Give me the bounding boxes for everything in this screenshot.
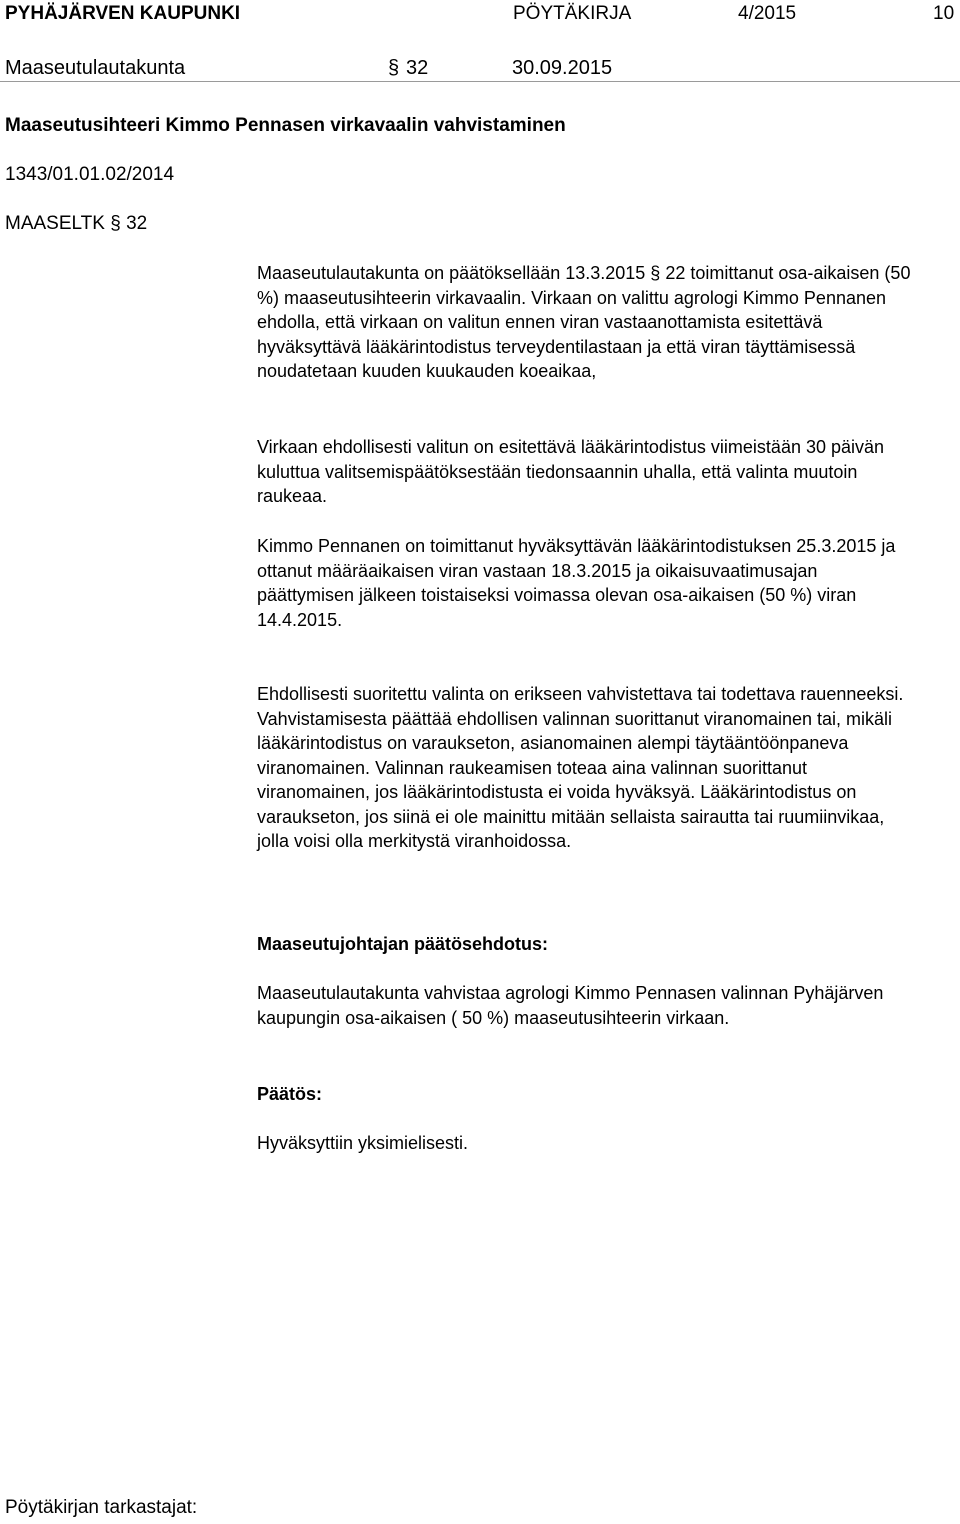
- paragraph-text: Maaseutulautakunta on päätöksellään 13.3.2015 § 22 toimittanut osa-aikaisen (50 %) maaseutusihteerin virkavaalin. Virkaan on valittu agrologi Kimmo Pennanen ehdolla, että virkaan on valitun ennen viran vastaanottamista esitettävä hyväksyttävä lääkärintodistus terveydentilastaan ja että viran täyttämisessä noudatetaan kuuden kuukauden koeaikaa,: [257, 263, 911, 381]
- decision-heading: Päätös:: [257, 1084, 323, 1104]
- item-reference: MAASELTK § 32: [5, 213, 148, 234]
- document-type: PÖYTÄKIRJA: [513, 3, 632, 24]
- paragraph-text: Kimmo Pennanen on toimittanut hyväksyttävän lääkärintodistuksen 25.3.2015 ja ottanut määräaikaisen viran vastaan 18.3.2015 ja oikaisuvaatimusajan päättymisen jälkeen toistaiseksi voimassa olevan osa-aikaisen (50 %) viran 14.4.2015.: [257, 536, 896, 630]
- section-symbol: §: [388, 57, 400, 79]
- paragraph-text: Ehdollisesti suoritettu valinta on erikseen vahvistettava tai todettava rauenneeksi. Vahvistamisesta päättää ehdollisen valinnan suorittanut viranomainen tai, mikäli lääkärintodistus on varaukseton, asianomainen alempi täytääntöönpaneva viranomainen. Valinnan raukeamisen toteaa aina valinnan suorittanut viranomainen, jos lääkärintodistusta ei voida hyväksyä. Lääkärintodistus on varaukseton, jos siinä ei ole mainittu mitään sellaista sairautta tai ruumiinvikaa, jolla voisi olla merkitystä viranhoidossa.: [257, 684, 904, 851]
- body-paragraph-2: [257, 435, 917, 509]
- meeting-date: 30.09.2015: [512, 57, 613, 79]
- paragraph-text: Maaseutulautakunta vahvistaa agrologi Kimmo Pennasen valinnan Pyhäjärven kaupungin osa-aikaisen ( 50 %) maaseutusihteerin virkaan.: [257, 983, 884, 1028]
- proposal-heading: Maaseutujohtajan päätösehdotus:: [257, 934, 549, 954]
- committee-name: Maaseutulautakunta: [5, 57, 186, 79]
- proposal-text: [257, 981, 917, 1030]
- item-title: Maaseutusihteeri Kimmo Pennasen virkavaalin vahvistaminen: [5, 115, 566, 136]
- body-paragraph-4: [257, 682, 917, 854]
- body-paragraph-3: [257, 534, 917, 632]
- page-number: 10: [933, 3, 955, 24]
- issue-number: 4/2015: [738, 3, 797, 24]
- paragraph-text: Virkaan ehdollisesti valitun on esitettävä lääkärintodistus viimeistään 30 päivän kuluttua valitsemispäätöksestään tiedonsaannin uhalla, että valinta muutoin raukeaa.: [257, 437, 885, 506]
- minutes-examiners-label: Pöytäkirjan tarkastajat:: [5, 1497, 198, 1518]
- decision-text: Hyväksyttiin yksimielisesti.: [257, 1133, 469, 1153]
- body-paragraph-1: [257, 261, 917, 384]
- record-number: 1343/01.01.02/2014: [5, 164, 175, 185]
- header-divider: [0, 81, 960, 82]
- organization-name: PYHÄJÄRVEN KAUPUNKI: [5, 3, 241, 24]
- section-number: 32: [406, 57, 429, 79]
